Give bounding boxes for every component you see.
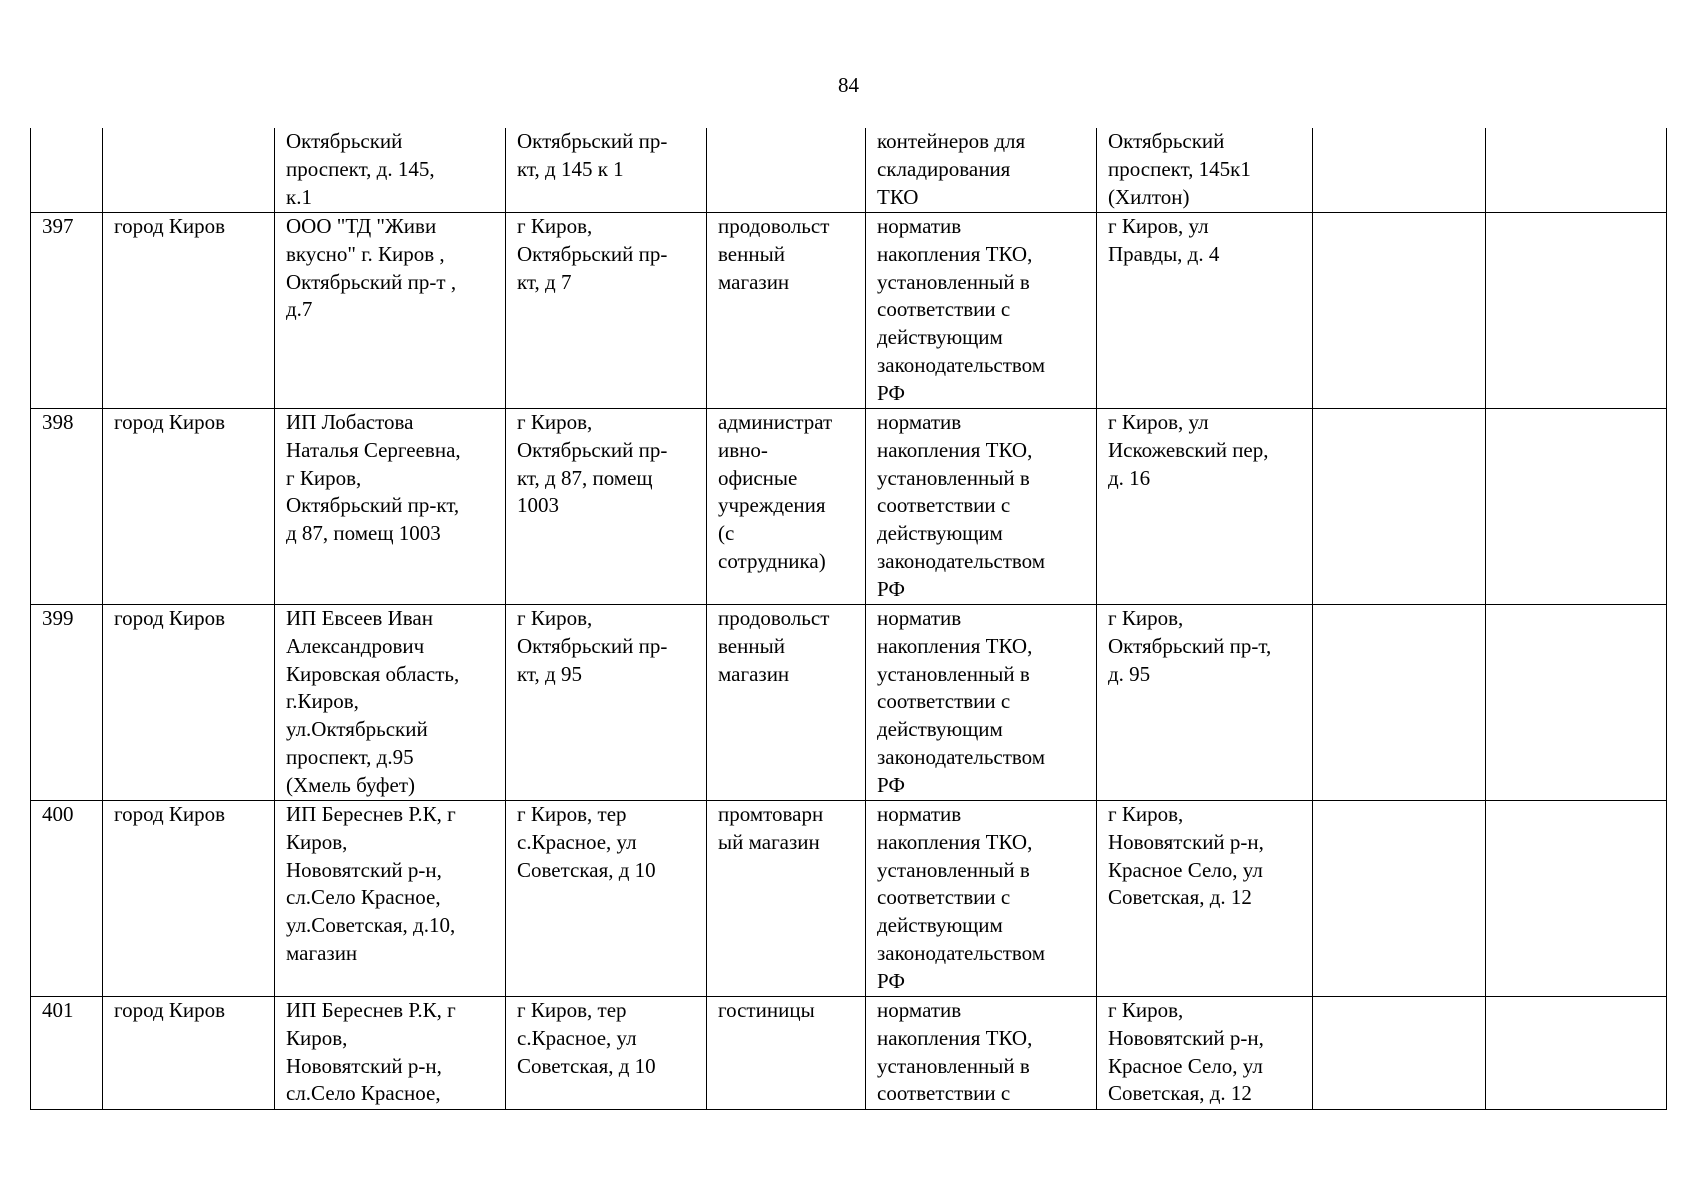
cell-address: г Киров, тер с.Красное, ул Советская, д 10: [506, 997, 707, 1110]
cell-organization: ИП Береснев Р.К, г Киров, Нововятский р-н, сл.Село Красное, ул.Советская, д.10, магазин: [275, 801, 506, 997]
cell-number: 397: [31, 213, 103, 409]
cell-number: 400: [31, 801, 103, 997]
cell-address: г Киров, Октябрьский пр- кт, д 95: [506, 605, 707, 801]
cell-site: г Киров, Нововятский р-н, Красное Село, ул Советская, д. 12: [1097, 801, 1313, 997]
cell-address: г Киров, тер с.Красное, ул Советская, д 10: [506, 801, 707, 997]
cell-organization: ИП Береснев Р.К, г Киров, Нововятский р-н, сл.Село Красное,: [275, 997, 506, 1110]
table-row-continued: [31, 128, 1667, 213]
cell-number: 399: [31, 605, 103, 801]
table-row: [31, 801, 1667, 997]
cell-extra-2: [1486, 997, 1667, 1110]
cell-object-type: продовольст венный магазин: [707, 605, 866, 801]
cell-extra-1: [1313, 605, 1486, 801]
cell-extra-1: [1313, 801, 1486, 997]
cell-municipality: город Киров: [103, 213, 275, 409]
cell-municipality: город Киров: [103, 409, 275, 605]
cell-number: 401: [31, 997, 103, 1110]
cell-site: г Киров, Октябрьский пр-т, д. 95: [1097, 605, 1313, 801]
cell-object-type: администрат ивно- офисные учреждения (с сотрудника): [707, 409, 866, 605]
page-number: 84: [838, 73, 859, 97]
cell-municipality: город Киров: [103, 605, 275, 801]
cell-organization: ИП Евсеев Иван Александрович Кировская область, г.Киров, ул.Октябрьский проспект, д.95 (Хмель буфет): [275, 605, 506, 801]
cell-municipality: город Киров: [103, 801, 275, 997]
cell-object-type: промтоварн ый магазин: [707, 801, 866, 997]
cell-address: Октябрьский пр- кт, д 145 к 1: [506, 128, 707, 213]
cell-object-type: продовольст венный магазин: [707, 213, 866, 409]
cell-method: норматив накопления ТКО, установленный в соответствии с действующим законодательством РФ: [866, 801, 1097, 997]
cell-extra-1: [1313, 997, 1486, 1110]
cell-organization: ООО "ТД "Живи вкусно" г. Киров , Октябрьский пр-т , д.7: [275, 213, 506, 409]
cell-extra-2: [1486, 213, 1667, 409]
table-row: [31, 213, 1667, 409]
cell-object-type: [707, 128, 866, 213]
cell-method: контейнеров для складирования ТКО: [866, 128, 1097, 213]
cell-municipality: город Киров: [103, 997, 275, 1110]
table-row: [31, 997, 1667, 1110]
cell-extra-1: [1313, 409, 1486, 605]
cell-number: [31, 128, 103, 213]
cell-extra-1: [1313, 128, 1486, 213]
cell-site: г Киров, ул Искожевский пер, д. 16: [1097, 409, 1313, 605]
cell-site: г Киров, Нововятский р-н, Красное Село, ул Советская, д. 12: [1097, 997, 1313, 1110]
cell-extra-2: [1486, 801, 1667, 997]
cell-extra-2: [1486, 409, 1667, 605]
cell-organization: Октябрьский проспект, д. 145, к.1: [275, 128, 506, 213]
waste-registry-table: [30, 128, 1667, 1110]
cell-extra-2: [1486, 605, 1667, 801]
cell-address: г Киров, Октябрьский пр- кт, д 7: [506, 213, 707, 409]
cell-site: Октябрьский проспект, 145к1 (Хилтон): [1097, 128, 1313, 213]
cell-site: г Киров, ул Правды, д. 4: [1097, 213, 1313, 409]
cell-address: г Киров, Октябрьский пр- кт, д 87, помещ 1003: [506, 409, 707, 605]
cell-method: норматив накопления ТКО, установленный в соответствии с действующим законодательством РФ: [866, 409, 1097, 605]
cell-organization: ИП Лобастова Наталья Сергеевна, г Киров, Октябрьский пр-кт, д 87, помещ 1003: [275, 409, 506, 605]
table-row: [31, 605, 1667, 801]
cell-extra-1: [1313, 213, 1486, 409]
cell-number: 398: [31, 409, 103, 605]
table-row: [31, 409, 1667, 605]
cell-municipality: [103, 128, 275, 213]
cell-method: норматив накопления ТКО, установленный в соответствии с действующим законодательством РФ: [866, 605, 1097, 801]
cell-method: норматив накопления ТКО, установленный в соответствии с действующим законодательством РФ: [866, 213, 1097, 409]
cell-object-type: гостиницы: [707, 997, 866, 1110]
cell-extra-2: [1486, 128, 1667, 213]
cell-method: норматив накопления ТКО, установленный в соответствии с: [866, 997, 1097, 1110]
